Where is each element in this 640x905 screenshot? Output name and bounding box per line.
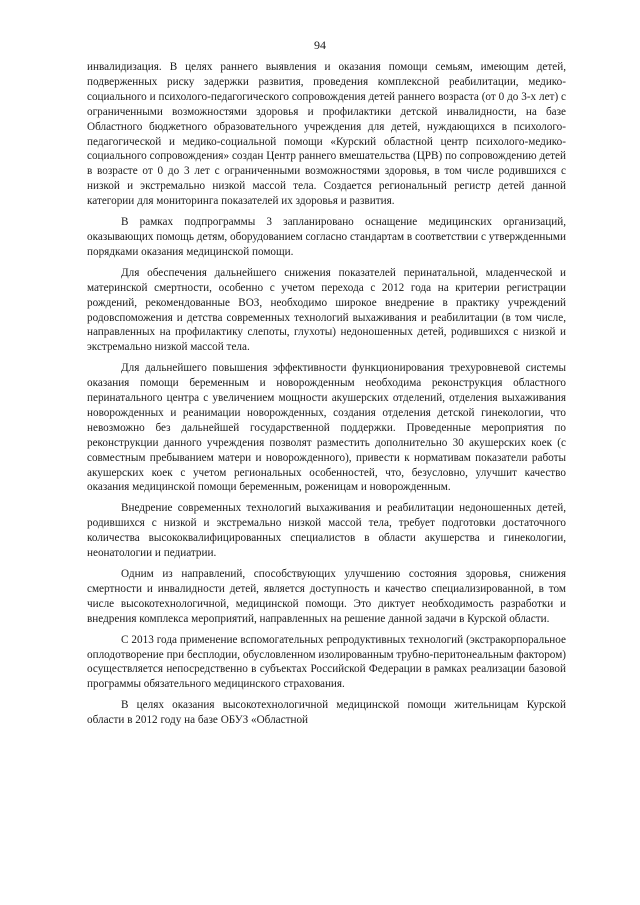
paragraph-8: В целях оказания высокотехнологичной медицинской помощи жительницам Курской области в 2012 году на базе ОБУЗ «Областной xyxy=(87,699,566,727)
paragraph-7: С 2013 года применение вспомогательных репродуктивных технологий (экстракорпоральное оплодотворение при бесплодии, обусловленном изолированным трубно-перитонеальным фактором) осуществляется непосредственно в субъектах Российской Федерации в рамках реализации базовой программы обязательного медицинского страхования. xyxy=(87,633,566,691)
paragraph-4: Для дальнейшего повышения эффективности функционирования трехуровневой системы оказания помощи беременным и новорожденным необходима реконструкция областного перинатального центра с увеличением мощности акушерских отделений, отделения выхаживания новорожденных и реанимации новорожденных, создания отделения детской гинекологии, что невозможно без дальнейшей государственной поддержки. Проведенные мероприятия по реконструкции данного учреждения позволят разместить дополнительно 30 акушерских коек (с совместным пребыванием матери и новорожденного), привести к нормативам показатели работы акушерских коек с учетом региональных особенностей, что, безусловно, улучшит качество оказания медицинской помощи беременным, роженицам и новорожденным. xyxy=(87,362,566,494)
paragraph-2: В рамках подпрограммы 3 запланировано оснащение медицинских организаций, оказывающих помощь детям, оборудованием согласно стандартам в соответствии с утвержденными порядками оказания медицинской помощи. xyxy=(87,216,566,258)
document-body xyxy=(87,60,566,734)
paragraph-6: Одним из направлений, способствующих улучшению состояния здоровья, снижения смертности и инвалидности детей, является доступность и качество специализированной, в том числе высокотехнологичной, медицинской помощи. Это диктует необходимость разработки и внедрения комплекса мероприятий, направленных на решение данной задачи в Курской области. xyxy=(87,568,566,625)
paragraph-3: Для обеспечения дальнейшего снижения показателей перинатальной, младенческой и материнской смертности, особенно с учетом перехода с 2012 года на критерии регистрации рождений, рекомендованные ВОЗ, необходимо широкое внедрение в практику учреждений родовспоможения и детства современных технологий выхаживания и реабилитации (в том числе, направленных на профилактику слепоты, глухоты) недоношенных детей, родившихся с низкой и экстремально низкой массой тела. xyxy=(87,266,566,354)
paragraph-1: инвалидизация. В целях раннего выявления и оказания помощи семьям, имеющим детей, подверженных риску задержки развития, проведения комплексной реабилитации, медико-социального и психолого-педагогического сопровождения детей раннего возраста (от 0 до 3-х лет) с ограниченными возможностями здоровья и профилактики детской инвалидности, на базе Областного бюджетного образовательного учреждения для детей, нуждающихся в психолого-педагогической и медико-социальной помощи «Курский областной центр психолого-медико-социального сопровождения» создан Центр раннего вмешательства (ЦРВ) по сопровождению детей в возрасте от 0 до 3 лет с ограниченными возможностями здоровья, в том числе родившихся с низкой и экстремально низкой массой тела. Создается региональный регистр детей данной категории для мониторинга показателей их здоровья и развития. xyxy=(87,61,566,208)
page-number: 94 xyxy=(314,38,326,52)
paragraph-5: Внедрение современных технологий выхаживания и реабилитации недоношенных детей, родившихся с низкой и экстремально низкой массой тела, требует подготовки достаточного количества высококвалифицированных специалистов в области акушерства и гинекологии, неонатологии и педиатрии. xyxy=(87,502,566,560)
